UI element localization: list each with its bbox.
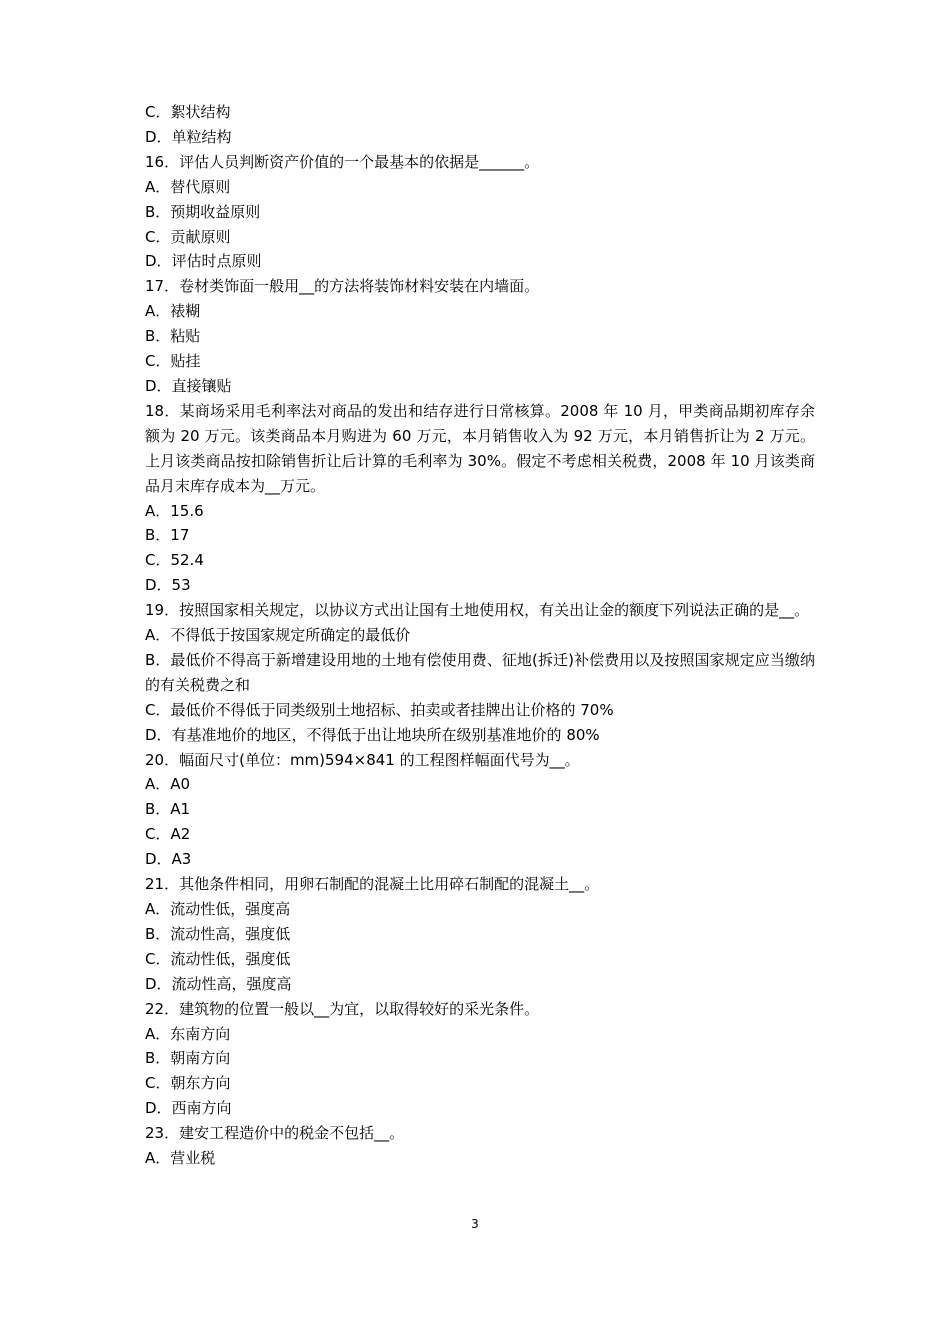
question-17: 17．卷材类饰面一般用__的方法将装饰材料安装在内墙面。 [145, 277, 540, 296]
option-line: B．17 [145, 526, 190, 545]
question-18: 18．某商场采用毛利率法对商品的发出和结存进行日常核算。2008 年 10 月，甲类商品期初库存余额为 20 万元。该类商品本月购进为 60 万元，本月销售收入为 92 万元，本月销售折让为 2 万元。上月该类商品按扣除销售折让后计算的毛利率为 30%。假定不考虑相关税费，2008 年 10 月该类商品月末库存成本为__万元。 [145, 401, 815, 495]
option-line: D．单粒结构 [145, 127, 232, 146]
option-line: D．有基准地价的地区，不得低于出让地块所在级别基准地价的 80% [145, 725, 600, 744]
option-line: A．15.6 [145, 501, 204, 520]
option-line: A．营业税 [145, 1149, 216, 1168]
option-line: B．朝南方向 [145, 1049, 231, 1068]
option-line: B．最低价不得高于新增建设用地的土地有偿使用费、征地(拆迁)补偿费用以及按照国家规定应当缴纳的有关税费之和 [145, 650, 815, 694]
question-22: 22．建筑物的位置一般以__为宜，以取得较好的采光条件。 [145, 999, 540, 1018]
question-19: 19．按照国家相关规定，以协议方式出让国有土地使用权，有关出让金的额度下列说法正确的是__。 [145, 601, 810, 620]
option-line: D．评估时点原则 [145, 252, 262, 271]
option-line: C．最低价不得低于同类级别土地招标、拍卖或者挂牌出让价格的 70% [145, 700, 614, 719]
option-line: C．52.4 [145, 551, 204, 570]
option-line: C．贡献原则 [145, 227, 231, 246]
question-16: 16．评估人员判断资产价值的一个最基本的依据是______。 [145, 152, 540, 171]
option-line: D．西南方向 [145, 1099, 232, 1118]
option-line: A．不得低于按国家规定所确定的最低价 [145, 626, 411, 645]
option-line: D．直接镶贴 [145, 376, 232, 395]
option-line: A．A0 [145, 775, 191, 794]
page-number: 3 [471, 1217, 479, 1231]
question-21: 21．其他条件相同，用卵石制配的混凝土比用碎石制配的混凝土__。 [145, 875, 600, 894]
option-line: A．裱糊 [145, 302, 201, 321]
option-line: B．A1 [145, 800, 191, 819]
option-line: C．朝东方向 [145, 1074, 231, 1093]
option-line: D．流动性高，强度高 [145, 974, 292, 993]
option-line: A．流动性低，强度高 [145, 900, 291, 918]
option-line: B．粘贴 [145, 327, 201, 346]
question-23: 23．建安工程造价中的税金不包括__。 [145, 1124, 405, 1143]
option-line: A．东南方向 [145, 1024, 231, 1043]
option-line: C．流动性低，强度低 [145, 949, 291, 968]
option-line: A．替代原则 [145, 177, 231, 196]
option-line: D．53 [145, 576, 191, 595]
page-content [145, 100, 815, 1171]
option-line: D．A3 [145, 850, 192, 869]
option-line: B．预期收益原则 [145, 202, 261, 221]
option-line: C．贴挂 [145, 352, 201, 371]
option-line: B．流动性高，强度低 [145, 924, 291, 943]
option-line: C．A2 [145, 825, 191, 844]
option-line: C．絮状结构 [145, 103, 231, 121]
question-20: 20．幅面尺寸(单位：mm)594×841 的工程图样幅面代号为__。 [145, 750, 580, 769]
